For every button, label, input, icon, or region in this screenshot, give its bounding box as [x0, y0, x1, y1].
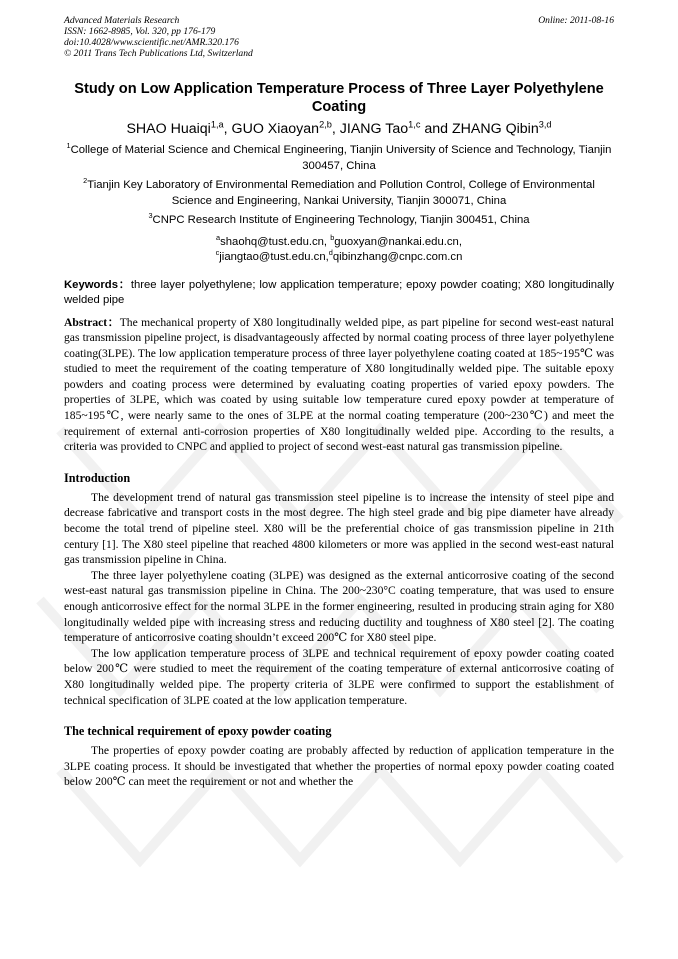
email-line: $^c$jiangtao@tust.edu.cn,$^d$qibinzhang@cnpc.com.cn [215, 248, 463, 263]
email-list [64, 232, 614, 266]
affiliation [64, 143, 614, 174]
author-list: SHAO Huaiqi$^{1,a}$, GUO Xiaoyan$^{2,b}$, JIANG Tao$^{1,c}$ and ZHANG Qibin$^{3,d}$ [126, 119, 552, 137]
author-name: ZHANG Qibin [452, 121, 539, 137]
keywords-text: three layer polyethylene; low application temperature; epoxy powder coating; X80 longitudinally welded pipe [64, 278, 614, 306]
doi[interactable]: doi:10.4028/www.scientific.net/AMR.320.176 [64, 37, 239, 48]
journal-header [64, 15, 253, 59]
author-sup: 3,d [538, 119, 552, 130]
email-sup: a [216, 232, 221, 242]
author-name: SHAO Huaiqi [126, 121, 211, 137]
affiliation-list [64, 143, 614, 229]
body-paragraph: The three layer polyethylene coating (3LPE) was designed as the external anticorrosive coating of the second west-east natural gas transmission pipeline in China. The 200~230°C coating temperature, that was used to ensure enough anticorrosive effect for the normal 3LPE in the former engineering, resulted in producing strain aging for X80 longitudinally welded pipe with increasing stress and reducing ductility and toughness of X80 steel [2]. The coating temperature of anticorrosive coating shouldn’t exceed 200℃ for X80 steel pipe. [64, 568, 614, 645]
abstract [64, 315, 614, 455]
author-sup: 1,a [210, 119, 224, 130]
author-sup: 2,b [319, 119, 332, 130]
affiliation-text: CNPC Research Institute of Engineering Technology, Tianjin 300451, China [152, 214, 530, 226]
email-address[interactable]: shaohq@tust.edu.cn [220, 235, 324, 248]
author-name: GUO Xiaoyan [231, 121, 320, 137]
email-address[interactable]: guoxyan@nankai.edu.cn [334, 235, 459, 248]
affiliation-text: Tianjin Key Laboratory of Environmental Remediation and Pollution Control, College of Environmental Science and Engineering, Nankai University, Tianjin 300071, China [87, 179, 595, 207]
copyright: © 2011 Trans Tech Publications Ltd, Switzerland [64, 48, 253, 59]
abstract-text: The mechanical property of X80 longitudinally welded pipe, as part pipeline for second west-east natural gas transmission pipeline project, is disadvantageously affected by normal coating process of three layer polyethylene coating(3LPE). The low application temperature process of three layer polyethylene coating coated at 185~195℃ was studied to meet the requirement of the coating temperature of X80 longitudinally welded pipe. The suitable epoxy powders and coating process were determined by evaluating coating properties of varied epoxy powders. The properties of 3LPE, which was coated by using suitable low temperature cured epoxy powder at temperature of 185~195℃, were nearly same to the ones of 3LPE at the normal coating temperature (200~230℃) and meet the requirement of external anti-corrosion properties of X80 longitudinally welded pipe. According to the results, a criteria was provided to CNPC and applied to project of second west-east natural gas transmission pipeline. [64, 315, 614, 454]
author-name: JIANG Tao [339, 121, 409, 137]
body-paragraph: The low application temperature process of 3LPE and technical requirement of epoxy powder coating coated below 200℃ were studied to meet the requirement of the coating temperature of external anticorrosive coating of X80 longitudinally welded pipe. The property criteria of 3LPE were confirmed to support the establishment of technical specification of 3LPE coated at the low application temperature. [64, 646, 614, 707]
email-sup: b [330, 232, 335, 242]
email-address[interactable]: qibinzhang@cnpc.com.cn [332, 251, 463, 263]
online-date: Online: 2011-08-16 [538, 15, 614, 26]
email-address[interactable]: jiangtao@tust.edu.cn [219, 251, 326, 263]
body-paragraph: The properties of epoxy powder coating are probably affected by reduction of application temperature in the 3LPE coating process. It should be investigated that whether the properties of normal epoxy powder coating coated below 200℃ can meet the requirement or not and whether the [64, 744, 614, 789]
body-paragraph: The development trend of natural gas transmission steel pipeline is to increase the intensity of steel pipe and decrease fabricative and transport costs in the most degree. The high steel grade and big pipe diameter have already become the total trend of pipeline steel. X80 will be the preferential choice of gas transmission pipeline in 21th century [1]. The X80 steel pipeline that reached 4800 kilometers or more was applied in the second west-east natural gas transmission pipeline in China. [64, 490, 614, 567]
section-heading: The technical requirement of epoxy powder coating [64, 724, 332, 739]
email-line: $^a$shaohq@tust.edu.cn, $^b$guoxyan@nankai.edu.cn, [216, 232, 462, 248]
paper-body [64, 80, 614, 790]
journal-issn: ISSN: 1662-8985, Vol. 320, pp 176-179 [64, 26, 216, 37]
paper-title: Study on Low Application Temperature Process of Three Layer Polyethylene Coating [74, 81, 604, 115]
affiliation [64, 213, 614, 229]
abstract-label: Abstract： [64, 315, 120, 329]
affiliation-sup: 1 [66, 141, 71, 151]
affiliation [64, 178, 614, 209]
keywords-label: Keywords： [64, 278, 131, 291]
section-heading: Introduction [64, 470, 131, 485]
email-sup: c [215, 248, 220, 258]
affiliation-text: College of Material Science and Chemical Engineering, Tianjin University of Science and Technology, Tianjin 300457, China [70, 144, 612, 172]
journal-name: Advanced Materials Research [64, 15, 180, 26]
keywords [64, 278, 614, 309]
sections [64, 471, 614, 790]
author-sup: 1,c [408, 119, 421, 130]
affiliation-sup: 3 [148, 211, 153, 221]
affiliation-sup: 2 [83, 176, 88, 186]
email-sup: d [328, 248, 333, 258]
